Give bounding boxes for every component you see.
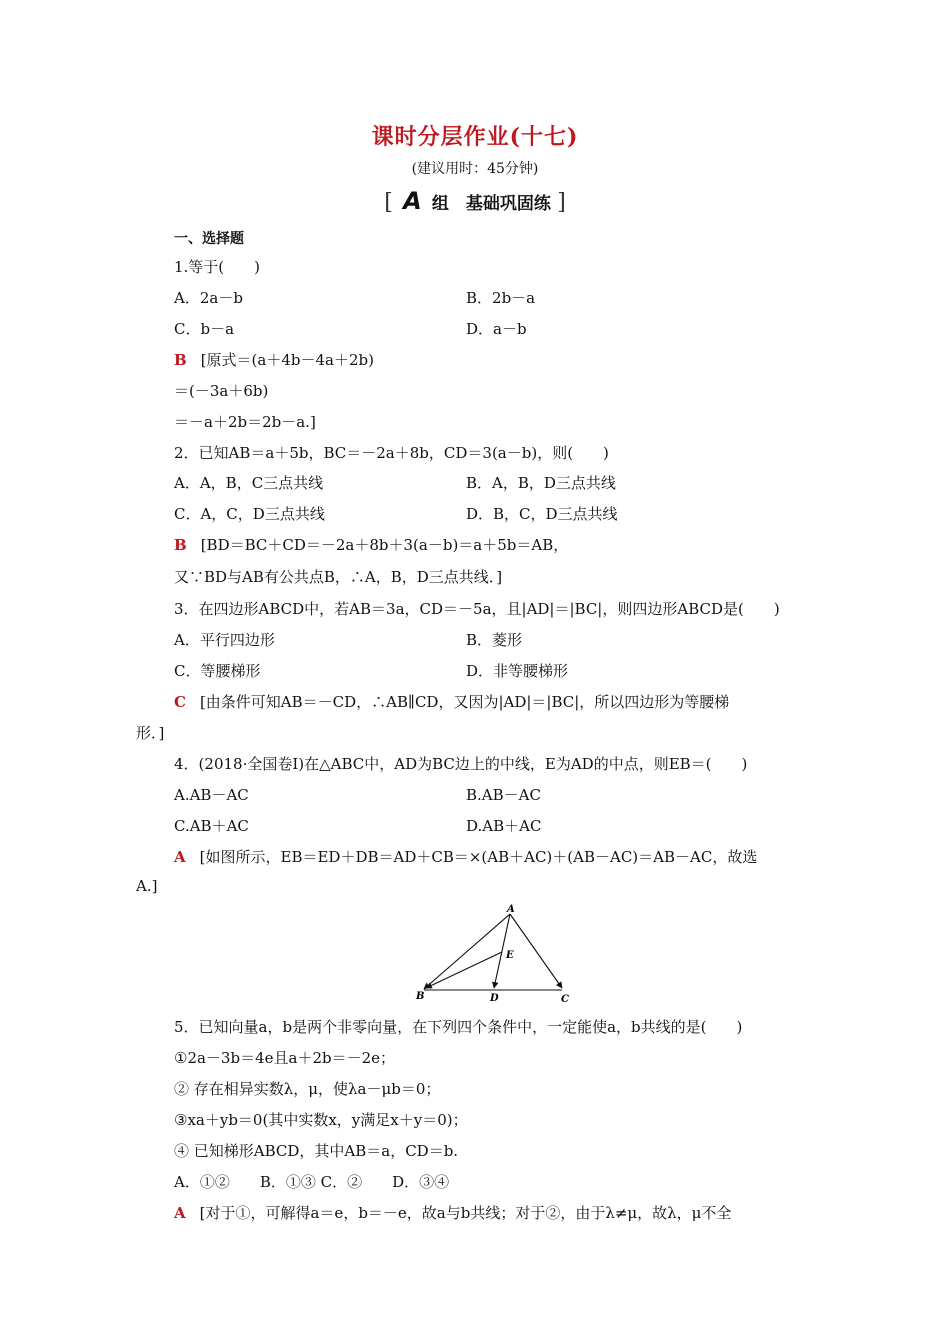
q2-solution-line1: [BD＝BC＋CD＝－2a＋8b＋3(a－b)＝a＋5b＝AB， [200,536,569,554]
triangle-figure [410,902,580,1006]
q2-stem: 2．已知AB＝a＋5b，BC＝－2a＋8b，CD＝3(a－b)，则( ) [174,444,609,462]
q4-option-c: C.AB＋AC [174,817,249,835]
group-letter: A [403,187,422,215]
q3-stem: 3．在四边形ABCD中，若AB＝3a，CD＝－5a，且|AD|＝|BC|，则四边形ABCD是( ) [174,600,780,618]
q3-solution [174,691,729,712]
q2-option-c: C．A，C，D三点共线 [174,505,325,523]
label-a: A [507,904,515,915]
page-title: 课时分层作业(十七) [371,124,579,150]
q1-solution-line3: ＝－a＋2b＝2b－a.] [174,413,316,431]
label-b: B [416,991,425,1002]
q3-solution-line2: 形．] [136,724,165,742]
q2-option-b: B．A，B，D三点共线 [466,474,616,492]
q1-answer: B [174,351,187,369]
segment-ab [424,914,510,989]
segment-ac [510,914,562,988]
q5-condition-3: ③xa＋yb＝0(其中实数x，y满足x＋y＝0)； [174,1111,468,1129]
q3-option-b: B．菱形 [466,631,523,649]
q1-solution-line2: ＝(－3a＋6b) [174,382,269,400]
q1-option-b: B．2b－a [466,289,536,307]
q4-answer: A [174,848,186,866]
bracket-right: ] [557,190,566,215]
q5-stem: 5．已知向量a，b是两个非零向量，在下列四个条件中，一定能使a，b共线的是( ) [174,1018,743,1036]
q5-answer: A [174,1204,186,1222]
suggested-time: (建议用时：45分钟) [411,161,539,177]
segment-eb [426,952,502,988]
q1-solution-line1: [原式＝(a＋4b－4a＋2b) [200,351,374,369]
q1-stem: 1.等于( ) [174,258,261,276]
q2-answer: B [174,536,187,554]
q3-answer: C [174,693,186,711]
group-label: 组 基础巩固练 [431,194,551,214]
q1-solution [174,349,374,370]
q3-option-a: A．平行四边形 [174,631,275,649]
q3-option-d: D．非等腰梯形 [466,662,569,680]
q1-option-a: A．2a－b [174,289,243,307]
q5-options: A．①② B．①③ C．② D．③④ [174,1173,450,1191]
q4-option-a: A.AB－AC [174,786,249,804]
q5-solution [174,1202,731,1223]
q4-stem: 4．(2018·全国卷Ⅰ)在△ABC中，AD为BC边上的中线，E为AD的中点，则EB＝( ) [174,755,748,773]
q4-solution-line2: A.] [136,877,158,895]
label-e: E [506,950,514,961]
q2-option-a: A．A，B，C三点共线 [174,474,324,492]
q3-solution-line1: [由条件可知AB＝－CD，∴AB∥CD，又因为|AD|＝|BC|，所以四边形为等腰梯 [199,693,730,711]
q4-solution-line1: [如图所示，EB＝ED＋DB＝AD＋CB＝×(AB＋AC)＋(AB－AC)＝AB－AC，故选 [199,848,758,866]
q5-condition-4: ④ 已知梯形ABCD，其中AB＝a，CD＝b. [174,1142,459,1160]
group-heading [0,187,950,215]
label-d: D [490,993,499,1004]
q2-solution [174,534,568,555]
q4-option-b: B.AB－AC [466,786,541,804]
q4-solution [174,846,757,867]
q3-option-c: C．等腰梯形 [174,662,261,680]
q5-condition-2: ② 存在相异实数λ，μ，使λa－μb＝0； [174,1080,441,1098]
q1-option-d: D．a－b [466,320,527,338]
q2-solution-line2: 又∵BD与AB有公共点B，∴A，B，D三点共线．] [174,568,503,586]
q4-option-d: D.AB＋AC [466,817,542,835]
q2-option-d: D．B，C，D三点共线 [466,505,618,523]
section-heading: 一、选择题 [174,231,244,247]
label-c: C [561,994,569,1005]
q5-condition-1: ①2a－3b＝4e且a＋2b＝－2e； [174,1049,396,1067]
q1-option-c: C．b－a [174,320,235,338]
bracket-left: [ [384,190,393,215]
q5-solution-line1: [对于①，可解得a＝e，b＝－e，故a与b共线；对于②，由于λ≠μ，故λ，μ不全 [199,1204,732,1222]
